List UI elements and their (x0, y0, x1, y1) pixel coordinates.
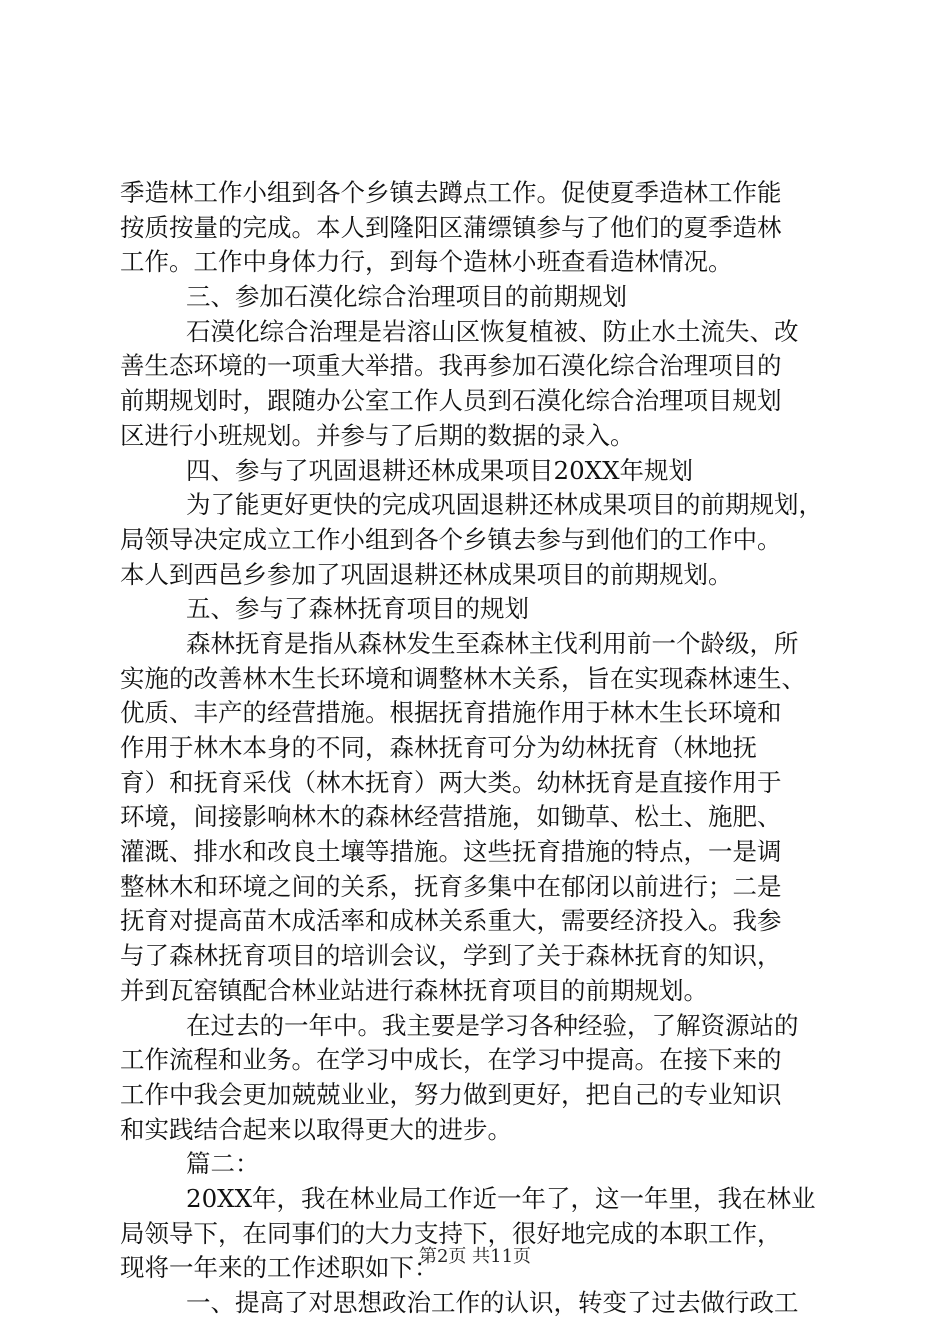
document-body (120, 176, 840, 1321)
text-line: 在过去的一年中。我主要是学习各种经验，了解资源站的 (186, 1010, 799, 1040)
text-line: 20XX年，我在林业局工作近一年了，这一年里，我在林业 (186, 1183, 816, 1213)
text-line: 整林木和环境之间的关系，抚育多集中在郁闭以前进行；二是 (120, 871, 782, 901)
text-line: 和实践结合起来以取得更大的进步。 (120, 1114, 512, 1144)
text-line: 篇二： (186, 1149, 260, 1179)
text-line: 环境，间接影响林木的森林经营措施，如锄草、松土、施肥、 (120, 802, 782, 832)
text-line: 一、提高了对思想政治工作的认识，转变了过去做行政工 (186, 1288, 799, 1317)
text-line: 石漠化综合治理是岩溶山区恢复植被、防止水土流失、改 (186, 316, 799, 346)
text-line: 局领导决定成立工作小组到各个乡镇去参与到他们的工作中。 (120, 524, 782, 554)
text-line: 优质、丰产的经营措施。根据抚育措施作用于林木生长环境和 (120, 698, 782, 728)
text-line: 三、参加石漠化综合治理项目的前期规划 (186, 282, 627, 312)
text-line: 五、参与了森林抚育项目的规划 (186, 594, 529, 624)
text-line: 本人到西邑乡参加了巩固退耕还林成果项目的前期规划。 (120, 559, 733, 589)
text-line: 工作。工作中身体力行，到每个造林小班查看造林情况。 (120, 247, 733, 277)
text-line: 四、参与了巩固退耕还林成果项目20XX年规划 (186, 455, 694, 485)
text-line: 季造林工作小组到各个乡镇去蹲点工作。促使夏季造林工作能 (120, 178, 782, 207)
page-footer: 第2页 共11页 (418, 1246, 532, 1267)
text-line: 灌溉、排水和改良土壤等措施。这些抚育措施的特点，一是调 (120, 837, 782, 867)
text-line: 抚育对提高苗木成活率和成林关系重大，需要经济投入。我参 (120, 906, 782, 936)
text-line: 与了森林抚育项目的培训会议，学到了关于森林抚育的知识， (120, 941, 782, 971)
text-line: 育）和抚育采伐（林木抚育）两大类。幼林抚育是直接作用于 (120, 767, 782, 797)
text-line: 实施的改善林木生长环境和调整林木关系，旨在实现森林速生、 (120, 663, 806, 693)
text-line: 前期规划时，跟随办公室工作人员到石漠化综合治理项目规划 (120, 386, 782, 416)
text-line: 按质按量的完成。本人到隆阳区蒲缥镇参与了他们的夏季造林 (120, 212, 782, 242)
text-line: 善生态环境的一项重大举措。我再参加石漠化综合治理项目的 (120, 351, 782, 381)
text-line: 区进行小班规划。并参与了后期的数据的录入。 (120, 420, 635, 450)
text-line: 工作流程和业务。在学习中成长，在学习中提高。在接下来的 (120, 1045, 782, 1075)
text-line: 并到瓦窑镇配合林业站进行森林抚育项目的前期规划。 (120, 975, 708, 1005)
text-line: 局领导下，在同事们的大力支持下，很好地完成的本职工作， (120, 1218, 782, 1248)
text-line: 为了能更好更快的完成巩固退耕还林成果项目的前期规划， (186, 490, 823, 520)
text-line: 现将一年来的工作述职如下： (120, 1253, 439, 1283)
text-line: 作用于林木本身的不同，森林抚育可分为幼林抚育（林地抚 (120, 733, 757, 762)
text-line: 森林抚育是指从森林发生至森林主伐利用前一个龄级，所 (186, 628, 799, 658)
text-line: 工作中我会更加兢兢业业，努力做到更好，把自己的专业知识 (120, 1079, 782, 1109)
